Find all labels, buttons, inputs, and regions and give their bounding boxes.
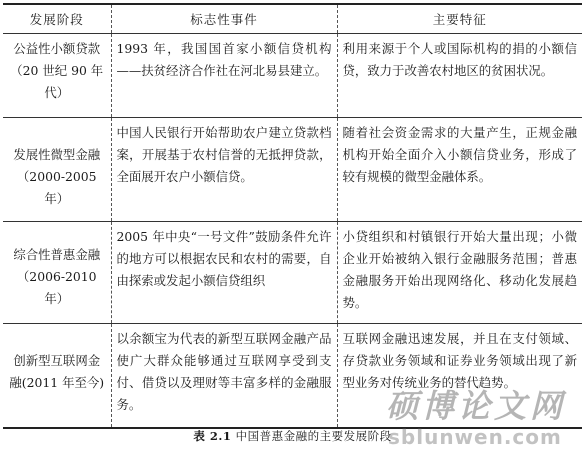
table-row (3, 222, 582, 324)
row-1-stage (3, 34, 111, 118)
watermark-text: 硕博论文网 (386, 387, 567, 425)
stage-line: （20 世纪 90 年 (10, 63, 104, 78)
stage-line: 公益性小额贷款 (13, 41, 101, 56)
header-feature: 主要特征 (337, 4, 582, 34)
table-row (3, 118, 582, 222)
row-3-feature: 小贷组织和村镇银行开始大量出现；小微企业开始被纳入银行金融服务范围；普惠金融服务开始出现网络化、移动化发展趋势。 (337, 222, 582, 324)
row-3-stage (3, 222, 111, 324)
stage-line: 代） (44, 85, 70, 100)
caption-text: 中国普惠金融的主要发展阶段 (235, 429, 392, 443)
row-1-feature: 利用来源于个人或国际机构的捐的小额信贷，致力于改善农村地区的贫困状况。 (337, 34, 582, 118)
row-2-feature: 随着社会资金需求的大量产生，正规金融机构开始全面介入小额信贷业务，形成了较有规模的微型金融体系。 (337, 118, 582, 222)
stage-line: （2006-2010 年） (16, 269, 97, 306)
table-row (3, 324, 582, 428)
row-4-event: 以余额宝为代表的新型互联网金融产品使广大群众能够通过互联网享受到支付、借贷以及理财等丰富多样的金融服务。 (111, 324, 337, 428)
header-stage: 发展阶段 (3, 4, 111, 34)
stage-line: 创新型互联网金 (13, 353, 101, 368)
row-4-stage (3, 324, 111, 428)
caption-label: 表 2.1 (193, 429, 232, 443)
header-event: 标志性事件 (111, 4, 337, 34)
watermark-url: sblunwen.com (388, 425, 562, 449)
table-row (3, 34, 582, 118)
stage-line: （2000-2005 年） (16, 169, 97, 206)
table-caption (0, 428, 585, 444)
stage-line: 综合性普惠金融 (13, 247, 101, 262)
stage-line: 融(2011 年至今) (9, 375, 105, 390)
stage-line: 发展性微型金融 (13, 147, 101, 162)
development-stages-table (3, 3, 582, 429)
table-header-row (3, 4, 582, 34)
row-2-event: 中国人民银行开始帮助农户建立贷款档案，开展基于农村信誉的无抵押贷款，全面展开农户小额信贷。 (111, 118, 337, 222)
row-4-feature: 互联网金融迅速发展，并且在支付领域、存贷款业务领域和证券业务领域出现了新型业务对传统业务的替代趋势。 (337, 324, 582, 428)
row-1-event: 1993 年，我国国首家小额信贷机构——扶贫经济合作社在河北易县建立。 (111, 34, 337, 118)
row-3-event: 2005 年中央“一号文件”鼓励条件允许的地方可以根据农民和农村的需要，自由探索或发起小额信贷组织 (111, 222, 337, 324)
row-2-stage (3, 118, 111, 222)
